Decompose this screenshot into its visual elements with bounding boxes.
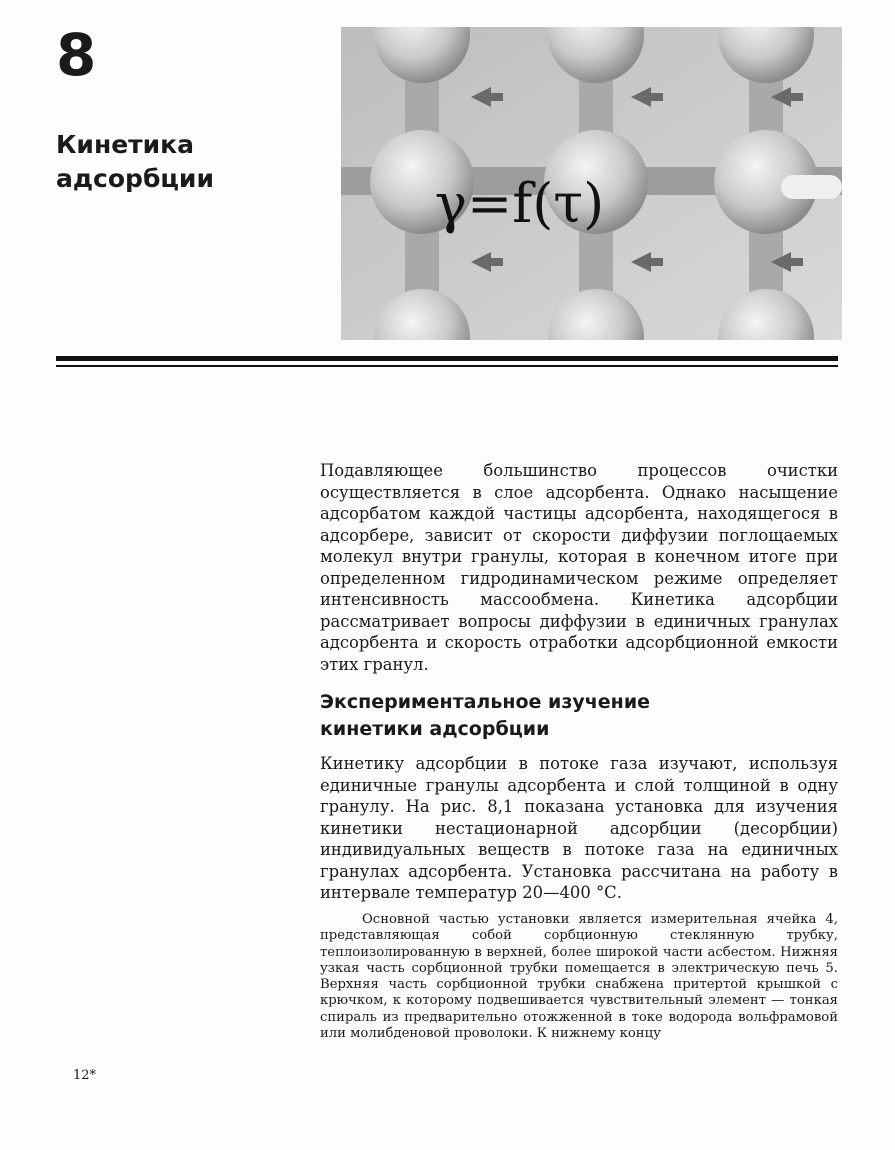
intro-paragraph: Подавляющее большинство процессов очистки осуществляется в слое адсорбента. Однако насыщение адсорбатом каждой частицы адсорбента, находящегося в адсорбере, зависит от скорости диффузии поглощаемых молекул внутри гранулы, которая в конечном итоге при определенном гидродинамическом режиме определяет интенсивность массообмена. Кинетика адсорбции рассматривает вопросы диффузии в единичных гранулах адсорбента и скорость отработки адсорбционной емкости этих гранул. xyxy=(320,461,838,674)
section-paragraph: Кинетику адсорбции в потоке газа изучают, используя единичные гранулы адсорбента и слой толщиной в одну гранулу. На рис. 8,1 показана установка для изучения кинетики нестационарной адсорбции (десорбции) индивидуальных веществ в потоке газа на единичных гранулах адсорбента. Установка рассчитана на работу в интервале температур 20—400 °С. xyxy=(320,754,838,902)
chapter-title-line-2: адсорбции xyxy=(56,164,214,193)
small-print-paragraph: Основной частью установки является измерительная ячейка 4, представляющая собой сорбционную стеклянную трубку, теплоизолированную в верхней, более широкой части асбестом. Нижняя узкая часть сорбционной трубки помещается в электрическую печь 5. Верхняя часть сорбционной трубки снабжена притертой крышкой с крючком, к которому подвешивается чувствительный элемент — тонкая спираль из предварительно отожженной в токе водорода вольфрамовой или молибденовой проволоки. К нижнему концу xyxy=(320,912,838,1042)
kinetics-formula: γ=f(τ) xyxy=(434,172,605,235)
chapter-title-line-1: Кинетика xyxy=(56,130,195,159)
section-heading-line-2: кинетики адсорбции xyxy=(320,718,550,740)
section-heading xyxy=(320,689,840,743)
chapter-illustration xyxy=(341,27,842,340)
header-rule xyxy=(56,356,838,361)
page-number: 12* xyxy=(73,1068,97,1083)
header-rule-thin xyxy=(56,365,838,367)
chapter-title xyxy=(56,128,306,196)
chapter-number: 8 xyxy=(56,21,95,89)
section-heading-line-1: Экспериментальное изучение xyxy=(320,691,651,713)
